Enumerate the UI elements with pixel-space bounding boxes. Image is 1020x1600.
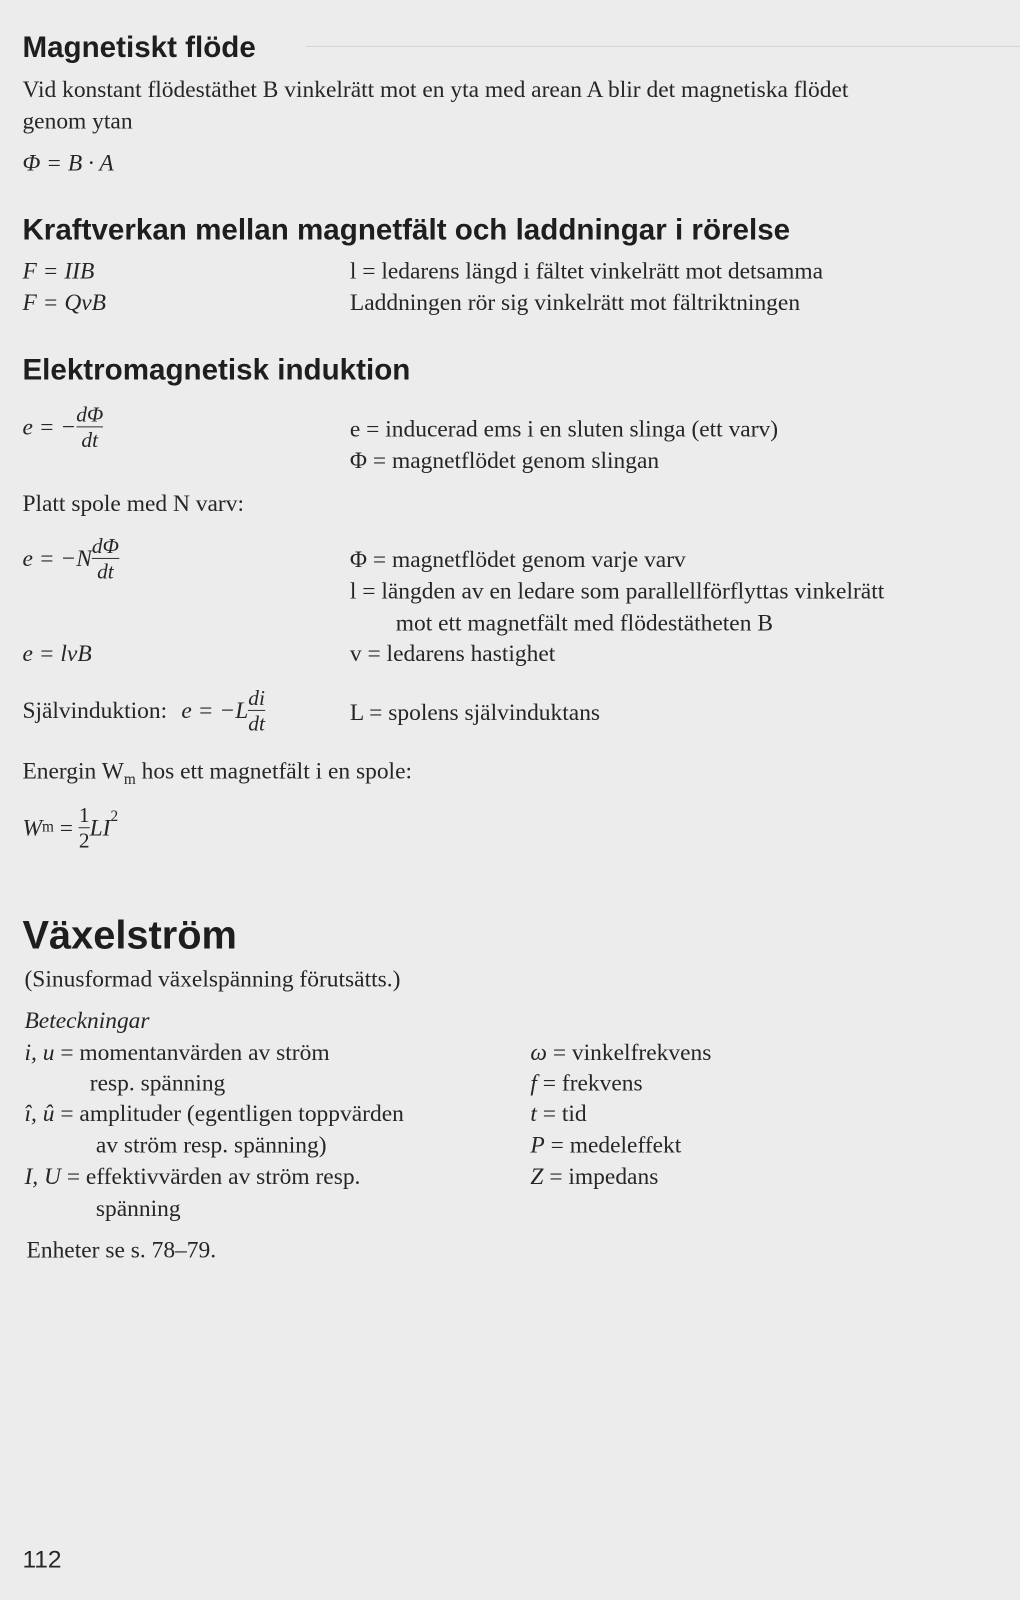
heading-magnetiskt-flode: Magnetiskt flöde [22,31,256,65]
numerator: dΦ [76,401,104,427]
formula-induced-emf [22,403,103,451]
formula-rhs: LI [89,815,111,841]
body-text: Platt spole med N varv: [22,490,244,517]
formula-lhs: W [22,815,42,841]
symbol: î, û [24,1100,55,1127]
symbol: P [530,1132,545,1158]
notation-row: resp. spänning [89,1069,226,1096]
notation-row: av ström resp. spänning) [95,1132,327,1158]
notation-row [24,1040,329,1063]
formula-lhs: e = − [22,414,77,440]
formula-motional-emf: e = lvB [22,640,92,667]
subscript: m [123,771,136,789]
formula-lhs: e = −L [181,697,249,724]
numerator: dΦ [91,533,119,558]
subscript: m [41,819,54,836]
label: Självinduktion: [22,697,168,724]
units-reference: Enheter se s. 78–79. [26,1237,217,1263]
notation-row [24,1102,403,1125]
heading-vaxelstrom: Växelström [22,913,237,958]
notation-row [530,1040,711,1063]
numerator: 1 [78,802,90,828]
notation-row [530,1165,658,1188]
denominator: 2 [78,828,90,853]
definition: Φ = magnetflödet genom varje varv [349,546,686,573]
symbol: t [530,1100,537,1127]
text: Energin W [22,757,124,784]
equals: = [53,815,79,841]
formula-force-charge: F = QvB [22,289,107,316]
heading-induktion: Elektromagnetisk induktion [22,353,411,387]
text: = medeleffekt [544,1132,682,1158]
header-rule [306,46,1020,47]
text: hos ett magnetfält i en spole: [135,757,413,784]
heading-kraftverkan: Kraftverkan mellan magnetfält och laddningar i rörelse [22,214,791,247]
notation-row: spänning [95,1195,181,1221]
definition: L = spolens självinduktans [349,699,601,726]
body-text: (Sinusformad växelspänning förutsätts.) [24,965,401,992]
denominator: dt [81,427,99,452]
definition: l = längden av en ledare som parallellförflyttas vinkelrätt [349,578,885,604]
definition: l = ledarens längd i fältet vinkelrätt mot detsamma [349,258,824,284]
notation-row [530,1071,642,1094]
denominator: dt [97,559,114,584]
denominator: dt [248,710,265,736]
subheading: Beteckningar [24,1007,150,1034]
notation-row [530,1133,681,1156]
symbol: i, u [24,1039,55,1065]
definition: mot ett magnetfält med flödestätheten B [395,609,773,636]
fraction [92,534,119,582]
text: = impedans [543,1163,659,1190]
body-text: genom ytan [22,108,133,134]
fraction [76,403,103,451]
definition: Φ = magnetflödet genom slingan [349,447,660,474]
fraction [248,686,265,734]
symbol: I, U [24,1163,61,1190]
text: = amplituder (egentligen toppvärden [60,1100,404,1127]
formula-force-current: F = IIB [22,258,95,284]
numerator: di [248,685,265,710]
text: = tid [536,1100,587,1127]
text: = frekvens [536,1069,643,1096]
text: = momentanvärden av ström [60,1039,330,1065]
body-text: Vid konstant flödestäthet B vinkelrätt mot en yta med arean A blir det magnetiska flödet [22,76,849,102]
definition: e = inducerad ems i en sluten slinga (ett varv) [349,416,779,442]
definition: Laddningen rör sig vinkelrätt mot fältriktningen [349,289,801,316]
formula-self-induction [22,686,264,734]
page-number: 112 [22,1546,62,1574]
superscript: 2 [110,808,119,826]
formula-coil-emf [22,534,118,582]
text: = vinkelfrekvens [546,1039,712,1065]
body-text [22,759,412,788]
notation-row [530,1102,586,1125]
definition: v = ledarens hastighet [349,640,556,667]
symbol: ω [530,1039,547,1065]
formula-lhs: e = −N [22,545,92,572]
symbol: Z [530,1163,544,1190]
formula-flux: Φ = B · A [22,149,114,176]
formula-magnetic-energy [22,804,118,852]
text: = effektivvärden av ström resp. [66,1163,361,1190]
symbol: f [530,1069,537,1096]
fraction [79,804,90,852]
notation-row [24,1165,360,1188]
